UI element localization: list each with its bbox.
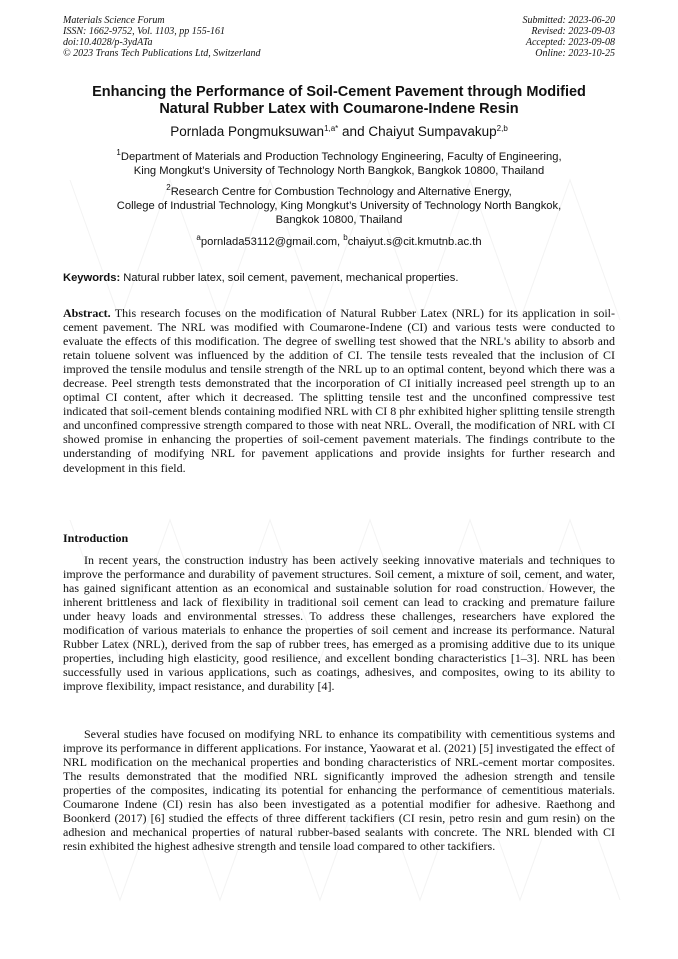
email-b-link[interactable]: chaiyut.s@cit.kmutnb.ac.th	[347, 236, 482, 248]
journal-doi: doi:10.4028/p-3ydATa	[63, 37, 153, 48]
date-online: Online: 2023-10-25	[535, 48, 615, 59]
paper-title	[40, 84, 638, 118]
author-2-marker: 2,b	[496, 124, 508, 133]
abstract	[63, 306, 615, 475]
date-revised: Revised: 2023-09-03	[531, 26, 615, 37]
introduction-heading: Introduction	[63, 531, 129, 545]
introduction-paragraph-1: In recent years, the construction industry has been actively seeking innovative materials and techniques to improve the performance and durability of pavement structures. Soil cement, a mixture of soil, cement, and water, has gained significant attention as an economical and sustainable solution for road construction. However, the inherent brittleness and lack of flexibility in traditional soil cement can lead to cracking and premature failure under heavy loads and environmental stresses. To address these challenges, researchers have explored the modification of various materials to enhance the properties of soil cement and increase its performance. Natural Rubber Latex (NRL), derived from the sap of rubber trees, has emerged as a promising additive due to its unique properties, including high elasticity, good resilience, and excellent bonding characteristics [1–3]. NRL has been successfully used in various applications, such as coatings, adhesives, and composites, owing to its ability to improve flexibility, impact resistance, and durability [4].	[63, 553, 615, 694]
email-a-link[interactable]: pornlada53112@gmail.com,	[200, 236, 341, 248]
author-1-name: Pornlada Pongmuksuwan	[170, 124, 325, 139]
email-b-marker: b	[343, 233, 348, 242]
journal-name: Materials Science Forum	[63, 15, 165, 26]
affiliation-1	[40, 150, 638, 178]
introduction-paragraph-2: Several studies have focused on modifying NRL to enhance its compatibility with cementitious systems and improve its performance in different applications. For instance, Yaowarat et al. (2021) [5] investigated the effect of NRL modification on the mechanical properties and bonding characteristics of NRL-cement mortar composites. The results demonstrated that the modified NRL significantly improved the adhesion strength and tensile properties of the composites, indicating its potential for enhancing the performance of cementitious materials. Coumarone Indene (CI) resin has also been investigated as a potential modifier for adhesive. Raethong and Boonkerd (2017) [6] studied the effects of three different tackifiers (CI resin, petro resin and gum resin) on the adhesion and mechanical properties of natural rubber-based sealants with concrete. The NRL blended with CI resin exhibited the highest adhesive strength and tensile load compared to other tackifiers.	[63, 727, 615, 854]
keywords-label: Keywords:	[63, 272, 121, 284]
date-accepted: Accepted: 2023-09-08	[525, 37, 615, 48]
author-2-name: Chaiyut Sumpavakup	[368, 124, 497, 139]
affiliation-1-line-2: King Mongkut’s University of Technology North Bangkok, Bangkok 10800, Thailand	[133, 165, 545, 177]
author-list	[40, 123, 638, 140]
abstract-label: Abstract.	[63, 306, 111, 320]
abstract-text: This research focuses on the modification of Natural Rubber Latex (NRL) for its application in soil-cement pavement. The NRL was modified with Coumarone-Indene (CI) and various tests were conducted to evaluate the effects of this modification. The degree of swelling test showed that the NRL's ability to absorb and retain toluene solvent was influenced by the addition of CI. The tensile tests revealed that the inclusion of CI improved the tensile modulus and tensile strength of the NRL up to an optimal content, beyond which there was a decrease. Peel strength tests demonstrated that the incorporation of CI initially increased peel strength up to an optimal CI content, after which it decreased. The splitting tensile test and the unconfined compressive test indicated that soil-cement blends containing modified NRL with CI 8 phr exhibited higher splitting tensile strength and unconfined compressive strength compared to those with neat NRL. Overall, the modification of NRL with CI showed promise in enhancing the properties of soil-cement pavement materials. The findings contribute to the understanding of modifying NRL for pavement applications and provide insights for further research and development in this field.	[63, 306, 615, 475]
journal-header-left	[63, 15, 261, 59]
journal-header-right	[523, 15, 616, 59]
journal-issn: ISSN: 1662-9752, Vol. 1103, pp 155-161	[63, 26, 226, 37]
journal-copyright: © 2023 Trans Tech Publications Ltd, Switzerland	[63, 48, 261, 59]
affiliation-1-line-1: Department of Materials and Production Technology Engineering, Faculty of Engineering,	[120, 151, 562, 163]
affiliation-2-line-2: College of Industrial Technology, King Mongkut’s University of Technology North Bangkok,	[116, 200, 562, 212]
keywords	[63, 271, 615, 285]
affiliation-1-marker: 1	[116, 148, 121, 157]
email-a-marker: a	[196, 233, 201, 242]
date-submitted: Submitted: 2023-06-20	[522, 15, 615, 26]
affiliation-2-line-3: Bangkok 10800, Thailand	[275, 214, 403, 226]
affiliation-2-marker: 2	[166, 183, 171, 192]
keywords-text: Natural rubber latex, soil cement, pavement, mechanical properties.	[120, 272, 459, 284]
affiliation-2-line-1: Research Centre for Combustion Technology and Alternative Energy,	[170, 186, 512, 198]
author-emails	[40, 235, 638, 249]
author-conjunction: and	[338, 124, 369, 139]
author-1-marker: 1,a*	[324, 124, 339, 133]
paper-title-line-1: Enhancing the Performance of Soil-Cement Pavement through Modified	[92, 84, 586, 100]
affiliation-2	[40, 185, 638, 227]
paper-title-line-2: Natural Rubber Latex with Coumarone-Indene Resin	[159, 101, 519, 117]
